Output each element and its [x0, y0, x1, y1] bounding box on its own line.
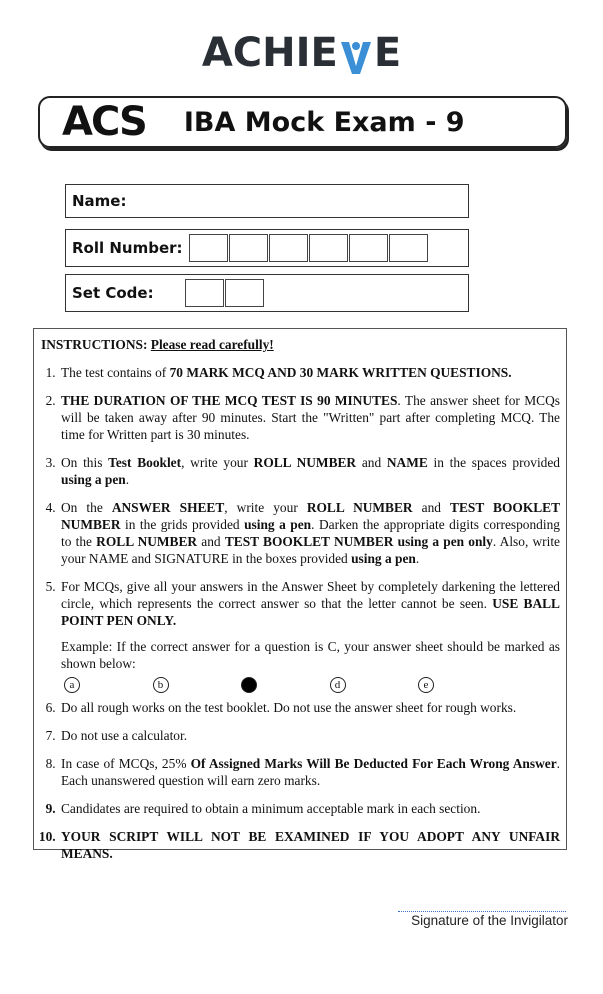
- option-c-bubble-filled: [241, 677, 257, 693]
- option-d-bubble: d: [330, 677, 346, 693]
- exam-title: IBA Mock Exam - 9: [183, 106, 465, 138]
- set-code-field[interactable]: [65, 274, 469, 312]
- signature-label: Signature of the Invigilator: [411, 913, 568, 928]
- roll-digit-box[interactable]: [309, 234, 348, 262]
- instruction-item-4: 4. On the ANSWER SHEET, write your ROLL NUMBER and TEST BOOKLET NUMBER in the grids provided using a pen. Darken the appropriate digits corresponding to the ROLL NUMBER and TEST BOOKLET NUMBER using a pen only. Also, write your NAME and SIGNATURE in the boxes provided using a pen.: [59, 499, 560, 567]
- roll-digit-box[interactable]: [189, 234, 228, 262]
- roll-number-boxes[interactable]: [189, 234, 429, 262]
- achieve-logo: [0, 30, 603, 76]
- instructions-heading: INSTRUCTIONS: Please read carefully!: [41, 337, 274, 352]
- set-code-box[interactable]: [185, 279, 224, 307]
- instruction-item-1: 1. The test contains of 70 MARK MCQ AND 30 MARK WRITTEN QUESTIONS.: [59, 364, 560, 381]
- instruction-item-2: 2. THE DURATION OF THE MCQ TEST IS 90 MINUTES. The answer sheet for MCQs will be taken away after 90 minutes. Start the "Written" part after completing MCQ. The time for Written part is 30 minutes.: [59, 392, 560, 443]
- instructions-note: Please read carefully!: [150, 337, 274, 352]
- exam-banner: [38, 96, 567, 148]
- option-e-bubble: e: [418, 677, 434, 693]
- person-v-icon: [339, 38, 373, 76]
- option-a-bubble: a: [64, 677, 80, 693]
- instruction-item-6: 6. Do all rough works on the test booklet. Do not use the answer sheet for rough works.: [59, 699, 560, 716]
- option-b-bubble: b: [153, 677, 169, 693]
- logo-text-right: E: [373, 30, 402, 76]
- instruction-item-5: 5. For MCQs, give all your answers in the Answer Sheet by completely darkening the lettered circle, which represents the correct answer so that the letter cannot be seen. USE BALL POINT PEN ONLY. Example: If the correct answer for a question is C, your answer sheet should be marked as shown below: a b d e: [59, 578, 560, 693]
- example-text: Example: If the correct answer for a question is C, your answer sheet should be marked as shown below:: [61, 639, 560, 671]
- instruction-item-3: 3. On this Test Booklet, write your ROLL NUMBER and NAME in the spaces provided using a pen.: [59, 454, 560, 488]
- roll-digit-box[interactable]: [229, 234, 268, 262]
- set-code-label: Set Code:: [72, 284, 154, 302]
- acs-logo: ACS: [62, 99, 146, 145]
- roll-number-label: Roll Number:: [72, 239, 183, 257]
- name-label: Name:: [72, 192, 127, 210]
- name-field[interactable]: [65, 184, 469, 218]
- roll-number-field[interactable]: [65, 229, 469, 267]
- set-code-boxes[interactable]: [185, 279, 265, 307]
- instruction-item-9: 9. Candidates are required to obtain a minimum acceptable mark in each section.: [59, 800, 560, 817]
- set-code-box[interactable]: [225, 279, 264, 307]
- instruction-item-8: 8. In case of MCQs, 25% Of Assigned Marks Will Be Deducted For Each Wrong Answer. Each unanswered question will earn zero marks.: [59, 755, 560, 789]
- instructions-panel: [33, 328, 567, 861]
- instructions-list: [41, 364, 560, 862]
- example-bubbles: [64, 677, 434, 693]
- logo-text-left: ACHIE: [201, 30, 338, 76]
- roll-digit-box[interactable]: [349, 234, 388, 262]
- roll-digit-box[interactable]: [389, 234, 428, 262]
- roll-digit-box[interactable]: [269, 234, 308, 262]
- instruction-item-10: 10. YOUR SCRIPT WILL NOT BE EXAMINED IF YOU ADOPT ANY UNFAIR MEANS.: [59, 828, 560, 862]
- instruction-item-7: 7. Do not use a calculator.: [59, 727, 560, 744]
- signature-line[interactable]: [398, 911, 566, 912]
